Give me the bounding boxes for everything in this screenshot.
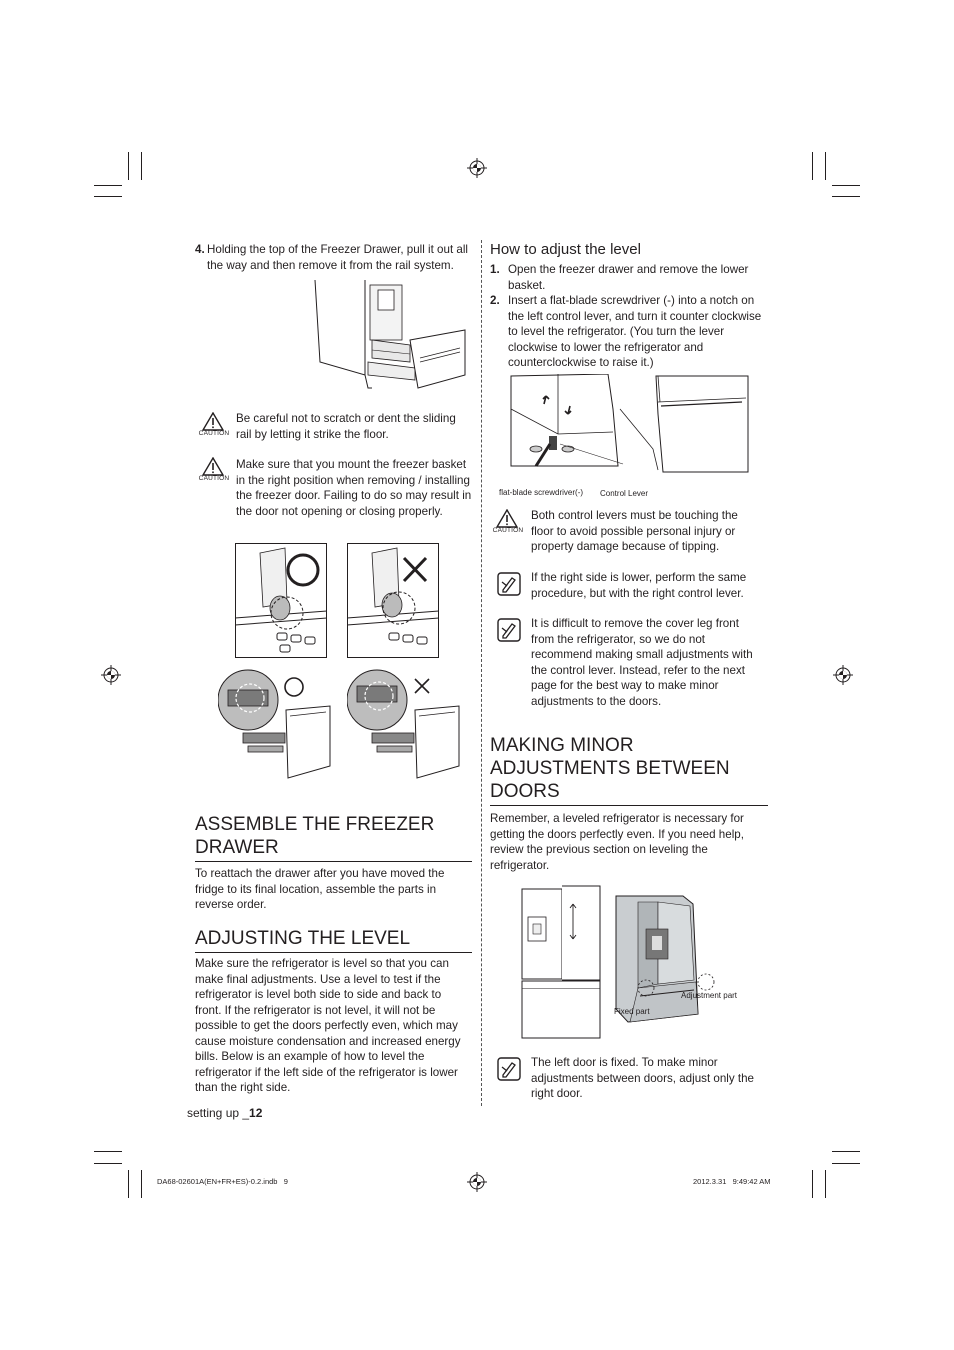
assemble-title: ASSEMBLE THE FREEZER DRAWER [195,814,435,858]
note-icon [497,1057,521,1081]
basket-position-correct-illustration [235,543,327,658]
registration-mark-icon [467,158,487,178]
drawer-install-incorrect-illustration [347,668,467,780]
section-rule [490,805,768,806]
door-alignment-illustration [518,884,743,1046]
drawer-removal-illustration [310,280,470,390]
screwdriver-label: flat-blade screwdriver(-) [499,488,584,497]
caution-label: CAUTION [198,475,230,482]
caution-icon [196,457,232,487]
step-number: 4. [195,243,205,256]
drawer-install-correct-illustration [218,668,338,780]
caution-text: Be careful not to scratch or dent the sliding rail by letting it strike the floor. [236,412,456,441]
note-text: The left door is fixed. To make minor adjustments between doors, adjust only the right door. [531,1056,754,1100]
print-timestamp: 2012.3.31 9:49:42 AM [693,1177,771,1186]
note-text: It is difficult to remove the cover leg front from the refrigerator, so we do not recommend making small adjustments with the control lever. Instead, refer to the next page for the best way to make minor adjustments to the doors. [531,617,753,708]
print-file-name: DA68-02601A(EN+FR+ES)-0.2.indb 9 [157,1177,288,1186]
step-number: 1. [490,263,500,276]
caution-text: Make sure that you mount the freezer basket in the right position when removing / installing the freezer door. Failing to do so may result in the door not opening or closing properly. [236,458,472,518]
assemble-text: To reattach the drawer after you have moved the fridge to its final location, assemble the parts in reverse order. [195,867,445,911]
control-lever-label: Control Lever [600,489,649,498]
page-footer [187,1106,262,1120]
caution-icon [196,412,232,442]
step-text: Open the freezer drawer and remove the lower basket. [508,263,749,292]
adjusting-title: ADJUSTING THE LEVEL [195,928,411,949]
minor-adjustments-text: Remember, a leveled refrigerator is necessary for getting the doors perfectly even. If you need help, review the previous section on leveling the refrigerator. [490,812,744,872]
adjusting-text: Make sure the refrigerator is level so that you can make final adjustments. Use a level to test if the refrigerator is level both side to side and back to front. If the refrigerator is not level, it will not be possible to get the doors perfectly even, which may cause moisture condensation and increased energy bills. Below is an example of how to level the refrigerator if the left side of the refrigerator is lower than the right side. [195,957,461,1094]
fixed-part-label: Fixed part [614,1007,650,1016]
footer-section: setting up _ [187,1106,250,1120]
step-number: 2. [490,294,500,307]
section-rule [195,952,472,953]
note-text: If the right side is lower, perform the same procedure, but with the right control lever. [531,571,747,600]
column-divider [481,240,482,1106]
adjustment-part-label: Adjustment part [681,991,738,1000]
registration-mark-icon [101,665,121,685]
registration-mark-icon [467,1172,487,1192]
control-lever-illustration [508,374,753,474]
basket-position-incorrect-illustration [347,543,439,658]
caution-icon [490,509,526,539]
step-text: Holding the top of the Freezer Drawer, pull it out all the way and then remove it from the rail system. [207,243,468,272]
section-rule [195,861,472,862]
minor-adjustments-title: MAKING MINOR ADJUSTMENTS BETWEEN DOORS [490,735,730,802]
caution-label: CAUTION [198,430,230,437]
caution-label: CAUTION [492,527,524,534]
registration-mark-icon [833,665,853,685]
how-to-title: How to adjust the level [490,241,641,258]
caution-text: Both control levers must be touching the floor to avoid possible personal injury or property damage because of tipping. [531,509,738,553]
note-icon [497,572,521,596]
step-text: Insert a flat-blade screwdriver (-) into a notch on the left control lever, and turn it counter clockwise to level the refrigerator. (You turn the lever clockwise to lower the refrigerator and counterclockwise to raise it.) [508,294,762,369]
page-number: 12 [249,1106,263,1120]
note-icon [497,618,521,642]
